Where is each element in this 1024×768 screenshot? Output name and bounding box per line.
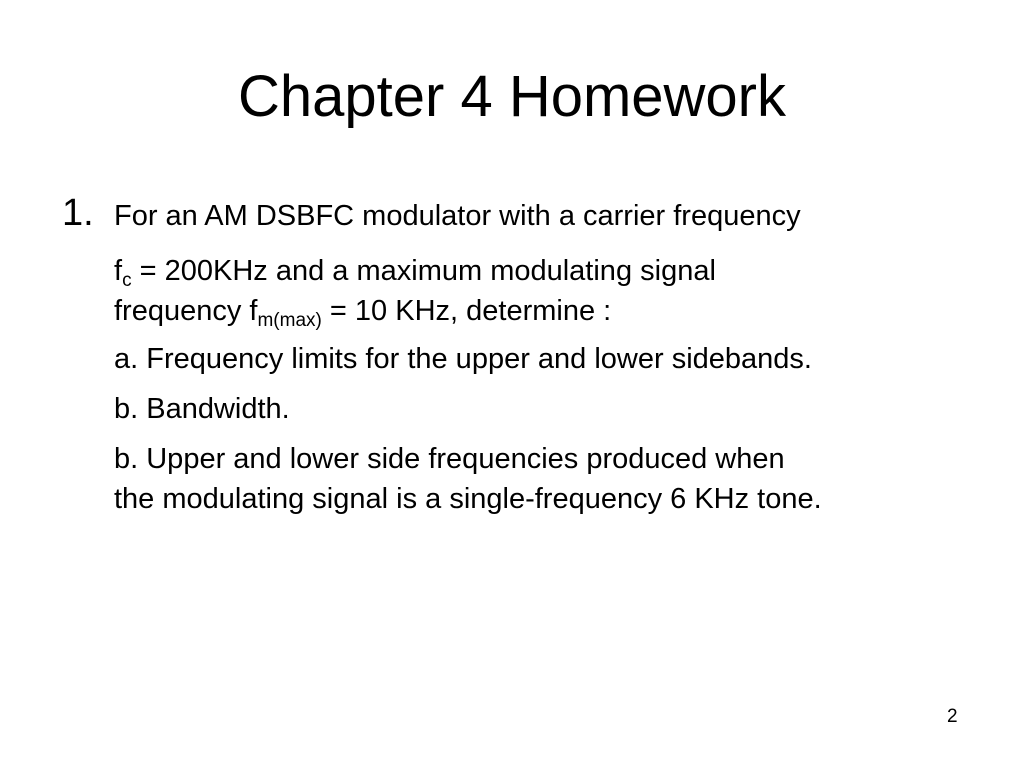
carrier-frequency-text: = 200KHz and a maximum modulating signal <box>131 255 716 287</box>
item-b: b. Bandwidth. <box>114 393 290 425</box>
slide-title: Chapter 4 Homework <box>238 64 786 129</box>
page-number: 2 <box>947 706 958 727</box>
item-c-line-2: the modulating signal is a single-frequency 6 KHz tone. <box>114 483 822 515</box>
carrier-frequency-line <box>114 253 716 289</box>
item-a: a. Frequency limits for the upper and lower sidebands. <box>114 343 812 375</box>
item-c-line-1: b. Upper and lower side frequencies produced when <box>114 443 785 475</box>
modulating-frequency-line <box>114 293 611 329</box>
modulating-frequency-prefix: frequency f <box>114 295 258 327</box>
carrier-frequency-subscript: c <box>122 270 132 291</box>
question-intro-line: For an AM DSBFC modulator with a carrier frequency <box>114 200 801 232</box>
modulating-frequency-subscript: m(max) <box>257 310 322 331</box>
modulating-frequency-text: = 10 KHz, determine : <box>321 295 612 327</box>
question-number: 1. <box>62 192 94 234</box>
carrier-frequency-symbol: f <box>114 255 123 287</box>
